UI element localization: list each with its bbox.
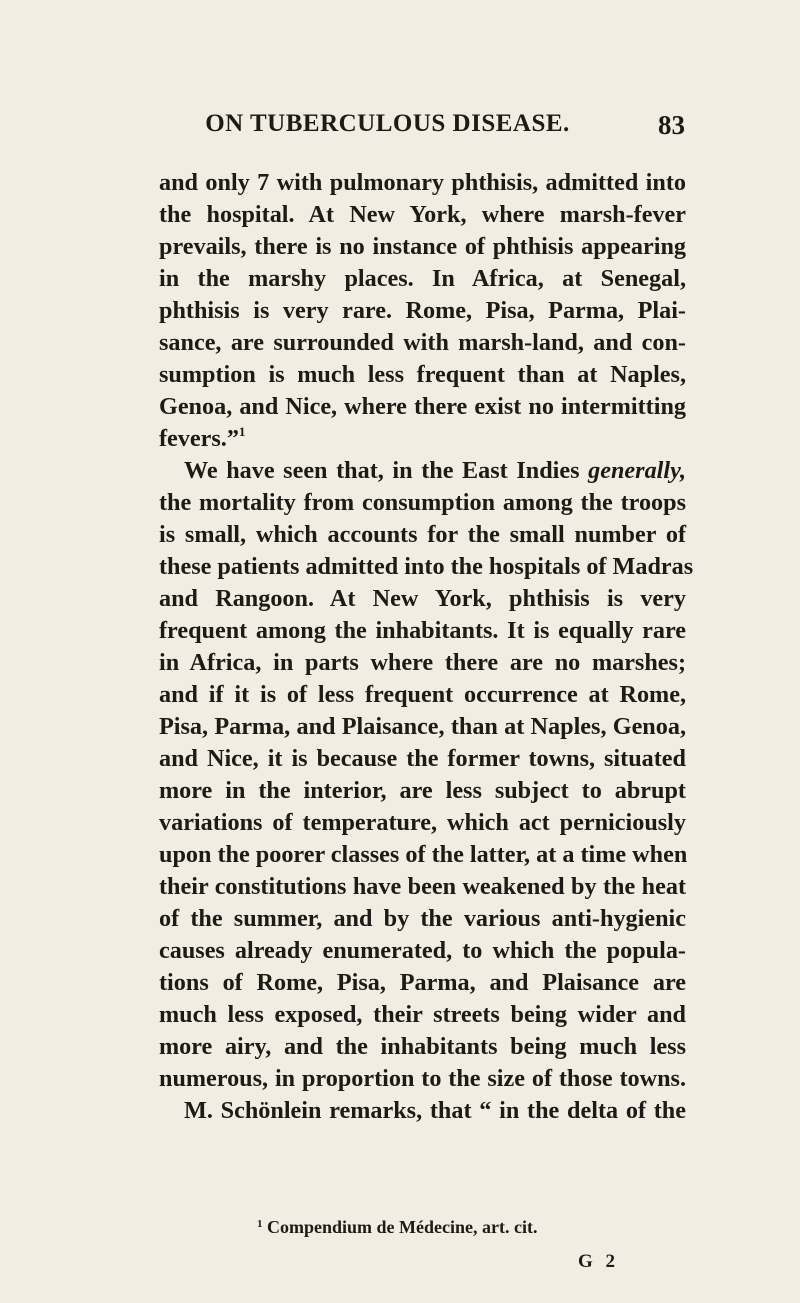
text-segment: We have seen that, in the East Indies <box>184 457 589 484</box>
text-segment: tions of Rome, Pisa, Parma, and Plaisance are <box>159 969 686 996</box>
text-segment: is small, which accounts for the small number of <box>159 521 686 548</box>
page-header <box>160 110 685 144</box>
text-segment: and only 7 with pulmonary phthisis, admitted into <box>159 169 686 196</box>
text-line <box>159 615 686 647</box>
text-line <box>159 263 686 295</box>
text-segment: and Nice, it is because the former towns, situated <box>159 745 686 772</box>
text-segment: sumption is much less frequent than at Naples, <box>159 361 686 388</box>
text-line <box>159 679 686 711</box>
footnote-text: Compendium de Médecine, art. cit. <box>267 1217 538 1237</box>
text-line <box>159 775 686 807</box>
text-line <box>159 487 686 519</box>
text-segment: of the summer, and by the various anti-hygienic <box>159 905 686 932</box>
text-segment: the mortality from consumption among the troops <box>159 489 686 516</box>
footnote <box>257 1217 537 1238</box>
text-line <box>159 967 686 999</box>
text-line <box>159 519 686 551</box>
text-line <box>159 327 686 359</box>
text-line <box>159 1095 686 1127</box>
text-line <box>159 455 686 487</box>
text-line <box>159 295 686 327</box>
text-line <box>159 711 686 743</box>
text-line <box>159 743 686 775</box>
text-segment: in Africa, in parts where there are no marshes; <box>159 649 686 676</box>
text-line <box>159 1031 686 1063</box>
text-segment: causes already enumerated, to which the popula- <box>159 937 686 964</box>
text-line <box>159 871 686 903</box>
footnote-marker: 1 <box>257 1218 263 1230</box>
text-segment: phthisis is very rare. Rome, Pisa, Parma, Plai- <box>159 297 686 324</box>
text-line <box>159 1063 686 1095</box>
text-segment: variations of temperature, which act perniciously <box>159 809 686 836</box>
text-segment: more in the interior, are less subject to abrupt <box>159 777 686 804</box>
text-line <box>159 551 694 583</box>
text-segment: the hospital. At New York, where marsh-fever <box>159 201 686 228</box>
running-head: ON TUBERCULOUS DISEASE. <box>205 110 570 137</box>
text-segment: frequent among the inhabitants. It is equally rare <box>159 617 686 644</box>
signature-mark: G 2 <box>578 1251 620 1272</box>
text-line <box>159 935 686 967</box>
text-line <box>159 647 686 679</box>
text-segment: Pisa, Parma, and Plaisance, than at Naples, Genoa, <box>159 713 686 740</box>
text-line <box>159 231 686 263</box>
text-line <box>159 167 686 199</box>
text-segment: much less exposed, their streets being wider and <box>159 1001 686 1028</box>
text-segment: M. Schönlein remarks, that “ in the delta of the <box>184 1097 686 1124</box>
text-line <box>159 391 686 423</box>
text-segment: and if it is of less frequent occurrence at Rome, <box>159 681 686 708</box>
text-segment: numerous, in proportion to the size of those towns. <box>159 1065 686 1092</box>
text-segment: in the marshy places. In Africa, at Senegal, <box>159 265 686 292</box>
text-segment: these patients admitted into the hospitals of Madras <box>159 553 694 580</box>
text-line <box>159 423 686 455</box>
text-line <box>159 903 686 935</box>
text-segment: their constitutions have been weakened by the heat <box>159 873 686 900</box>
text-line <box>159 199 686 231</box>
text-line <box>159 839 686 871</box>
text-segment: Genoa, and Nice, where there exist no intermitting <box>159 393 686 420</box>
text-segment: fevers.” <box>159 425 239 452</box>
text-line <box>159 359 686 391</box>
text-segment: more airy, and the inhabitants being much less <box>159 1033 686 1060</box>
footnote-reference: 1 <box>238 424 246 439</box>
text-segment: and Rangoon. At New York, phthisis is very <box>159 585 686 612</box>
text-line <box>159 807 686 839</box>
text-segment: upon the poorer classes of the latter, at a time when <box>159 841 688 868</box>
italic-segment: generally, <box>588 457 686 484</box>
text-line <box>159 999 686 1031</box>
text-segment: sance, are surrounded with marsh-land, and con- <box>159 329 686 356</box>
text-segment: prevails, there is no instance of phthisis appearing <box>159 233 686 260</box>
body-text <box>159 167 694 1127</box>
text-line <box>159 583 686 615</box>
page-number: 83 <box>658 110 685 140</box>
